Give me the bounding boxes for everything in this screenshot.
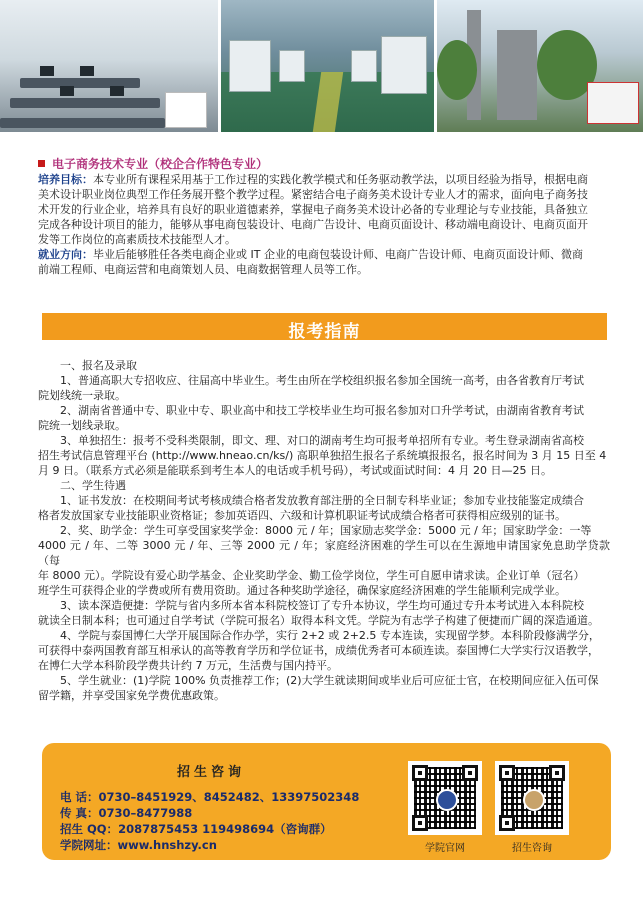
guide-line: 1、证书发放：在校期间考试考核成绩合格者发放教育部注册的全日制专科毕业证；参加专业技能鉴定成绩合 [60,494,584,507]
guide-line: 月 9 日。（联系方式必须是能联系到考生本人的电话或手机号码），考试或面试时间：4 月 20 日—25 日。 [38,464,552,477]
qr-finder [462,765,478,781]
photo-monitor [110,86,124,96]
guide-line: 院划线统一录取。 [38,389,126,402]
guide-line: 可获得中泰两国教育部互相承认的高等教育学历和学位证书，成绩优秀者可本硕连读。泰国博仁大学实行汉语教学， [38,644,599,657]
guide-line: 3、读本深造便捷：学院与省内多所本省本科院校签订了专升本协议，学生均可通过专升本考试进入本科院校 [60,599,584,612]
training-goal-label: 培养目标： [38,173,93,186]
photo-tower [497,30,537,120]
training-goal-line: 美术设计职业岗位典型工作任务展开整个教学过程。紧密结合电子商务美术设计专业人才的需求，面向电子商务技 [38,188,588,201]
training-goal-line: 本专业所有课程采用基于工作过程的实践化教学模式和任务驱动教学法，以项目经验为指导，根据电商 [93,173,588,186]
guide-banner [42,313,607,340]
employment-label: 就业方向： [38,248,93,261]
qr-caption: 招生咨询 [512,843,552,854]
major-title-text: 电子商务技术专业（校企合作特色专业） [52,157,269,171]
contact-title: 招生咨询 [177,765,246,780]
classroom-photo [0,0,218,132]
qr-caption: 学院官网 [425,843,465,854]
website-row [60,837,217,853]
guide-line: 格者发放国家专业技能职业资格证；参加英语四、六级和计算机职证考试成绩合格者可获得相应级别的证书。 [38,509,566,522]
guide-body [38,358,610,703]
guide-line: 招生考试信息管理平台 (http://www.hneao.cn/ks/) 高职单独招生报名子系统填报报名，报名时间为 3 月 15 日至 4 [38,449,607,462]
fax-label: 传 真： [60,806,99,820]
training-goal-line: 发等工作岗位的高素质技术技能型人才。 [38,233,236,246]
photo-sign [165,92,207,128]
fax-value: 0730–8477988 [98,806,193,820]
guide-heading: 一、报名及录取 [60,359,137,372]
training-goal-line: 完成各种设计项目的能力，能够从事电商包装设计、电商广告设计、电商页面设计、移动端电商设计、电商页面开 [38,218,588,231]
photo-desk [10,98,160,108]
photo-machine [351,50,377,82]
photo-machine [279,50,305,82]
phone-value: 0730–8451929、8452482、13397502348 [98,790,360,804]
photo-machine [229,40,271,92]
workshop-photo [221,0,434,132]
guide-line: 4、学院与泰国博仁大学开展国际合作办学，实行 2+2 或 2+2.5 专本连读，实现留学梦。本科阶段修满学分， [60,629,600,642]
guide-line: 2、奖、助学金：学生可享受国家奖学金：8000 元 / 年；国家励志奖学金：5000 元 / 年；国家助学金：一等 [60,524,592,537]
qr-code-website[interactable] [408,761,482,835]
guide-line: 留学籍，并享受国家免学费优惠政策。 [38,689,225,702]
phone-label: 电 话： [60,790,99,804]
guide-line: 班学生可获得企业的学费或所有费用资助。通过各种奖助学途径，确保家庭经济困难的学生能顺利完成学业。 [38,584,566,597]
qq-label: 招生 QQ： [60,822,119,836]
guide-line: 4000 元 / 年、二等 3000 元 / 年、三等 2000 元 / 年；家庭经济困难的学生可以在生源地申请国家免息助学贷款（每 [38,539,610,567]
fax-row [60,805,192,821]
guide-line: 5、学生就业：(1)学院 100% 负责推荐工作；(2)大学生就读期间或毕业后可应征士官，在校期间应征入伍可保 [60,674,599,687]
website-label: 学院网址： [60,838,118,852]
photo-monitor [60,86,74,96]
photo-strip [0,0,643,132]
guide-line: 1、普通高职大专招收应、往届高中毕业生。考生由所在学校组织报名参加全国统一高考，由各省教育厅考试 [60,374,584,387]
guide-line: 年 8000 元）。学院设有爱心助学基金、企业奖助学金、勤工俭学岗位，学生可自愿申请求读。企业订单（冠名） [38,569,585,582]
guide-line: 就读全日制本科；也可通过自学考试（学院可报名）取得本科文凭。学院为有志学子构建了便捷而广阔的深造通道。 [38,614,599,627]
qr-avatar-icon [523,789,545,811]
photo-desk [0,118,165,128]
qr-logo-icon [436,789,458,811]
qq-value: 2087875453 119498694（咨询群） [118,822,332,836]
photo-board [587,82,639,124]
guide-line: 2、湖南省普通中专、职业中专、职业高中和技工学校毕业生均可报名参加对口升学考试，由湖南省教育考试 [60,404,584,417]
contact-box [42,743,611,860]
guide-title: 报考指南 [288,322,361,342]
qr-finder [412,815,428,831]
phone-row [60,789,359,805]
qr-code-admission[interactable] [495,761,569,835]
photo-monitor [80,66,94,76]
qr-finder [499,765,515,781]
guide-line: 3、单独招生：报考不受科类限制，即文、理、对口的湖南考生均可报考单招所有专业。考生登录湖南省高校 [60,434,584,447]
square-bullet-icon [38,160,45,167]
website-value[interactable]: www.hnshzy.cn [117,838,217,852]
plant-photo [437,0,643,132]
qr-finder [549,765,565,781]
employment-line: 毕业后能够胜任各类电商企业或 IT 企业的电商包装设计师、电商广告设计师、电商页面设计师、微商 [93,248,583,261]
employment-line: 前端工程师、电商运营和电商策划人员、电商数据管理人员等工作。 [38,263,368,276]
photo-machine [381,36,427,94]
training-goal [38,172,603,277]
training-goal-line: 术开发的行业企业，培养具有良好的职业道德素养，掌握电子商务美术设计必备的专业理论与专业技能，具备独立 [38,203,588,216]
guide-line: 院统一划线录取。 [38,419,126,432]
guide-heading: 二、学生待遇 [60,479,126,492]
qr-finder [412,765,428,781]
qr-finder [499,815,515,831]
guide-line: 在博仁大学本科阶段学费共计约 7 万元，生活费与国内持平。 [38,659,338,672]
major-title [38,155,268,172]
photo-tree [437,40,477,100]
qq-row [60,821,332,837]
photo-monitor [40,66,54,76]
